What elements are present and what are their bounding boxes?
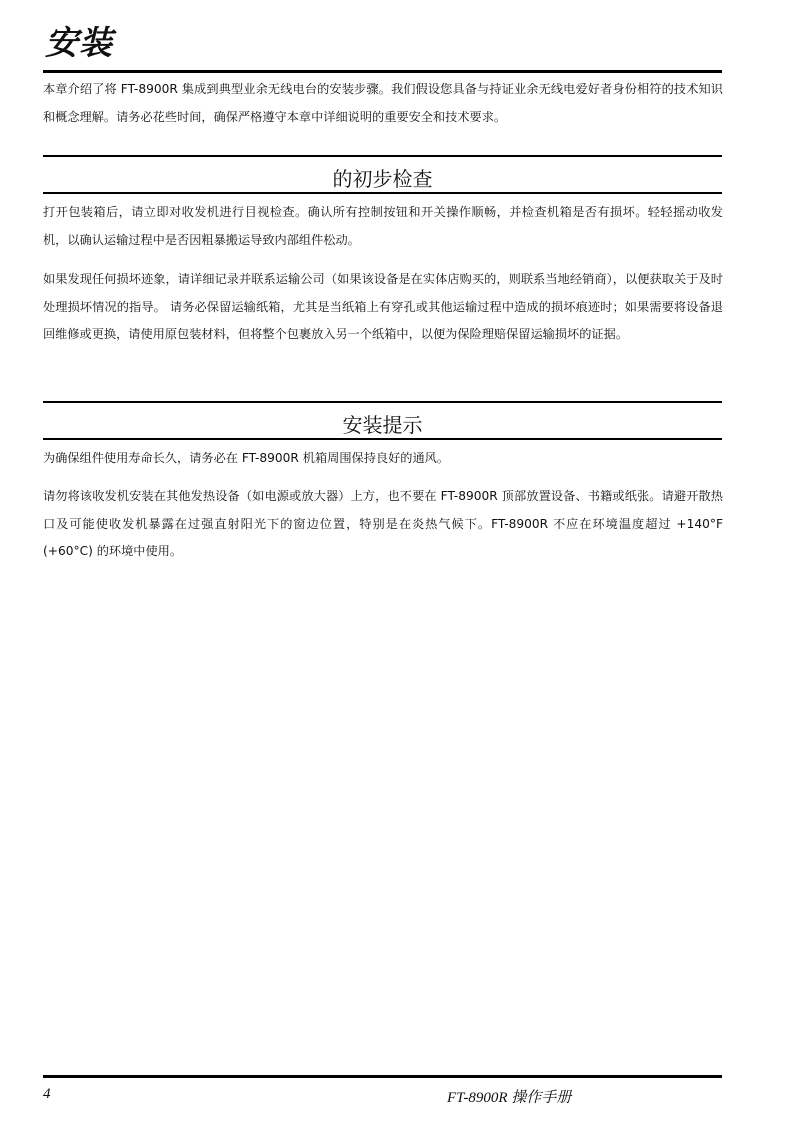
- footer-rule: [43, 1075, 722, 1078]
- section-1-top-rule: [43, 155, 722, 157]
- section-1-paragraph-1: 打开包装箱后，请立即对收发机进行目视检查。确认所有控制按钮和开关操作顺畅，并检查机箱是否有损坏。轻轻摇动收发机，以确认运输过程中是否因粗暴搬运导致内部组件松动。: [43, 205, 723, 247]
- section-2-paragraph-1: 为确保组件使用寿命长久，请务必在 FT-8900R 机箱周围保持良好的通风。: [43, 451, 450, 465]
- section-2-paragraph-2: 请勿将该收发机安装在其他发热设备（如电源或放大器）上方，也不要在 FT-8900R 顶部放置设备、书籍或纸张。请避开散热口及可能使收发机暴露在过强直射阳光下的窗边位置，特别是在炎热气候下。FT-8900R 不应在环境温度超过 +140°F (+60°C) 的环境中使用。: [43, 489, 723, 558]
- chapter-title: 安装: [45, 23, 113, 62]
- section-2-bottom-rule: [43, 438, 722, 440]
- intro-paragraph: 本章介绍了将 FT-8900R 集成到典型业余无线电台的安装步骤。我们假设您具备与持证业余无线电爱好者身份相符的技术知识和概念理解。请务必花些时间，确保严格遵守本章中详细说明的重要安全和技术要求。: [43, 82, 723, 124]
- section-1-title: 的初步检查: [332, 167, 433, 191]
- section-2-title: 安装提示: [342, 413, 423, 437]
- section-1-paragraph-2: 如果发现任何损坏迹象，请详细记录并联系运输公司（如果该设备是在实体店购买的，则联系当地经销商），以便获取关于及时处理损坏情况的指导。 请务必保留运输纸箱，尤其是当纸箱上有穿孔或其他运输过程中造成的损坏痕迹时；如果需要将设备退回维修或更换，请使用原包装材料，但将整个包裹放入另一个纸箱中，以便为保险理赔保留运输损坏的证据。: [43, 272, 723, 341]
- footer-page-number: 4: [43, 1086, 51, 1102]
- section-2-top-rule: [43, 401, 722, 403]
- chapter-title-rule: [43, 70, 722, 73]
- footer-manual-title: FT-8900R 操作手册: [447, 1090, 572, 1106]
- section-1-bottom-rule: [43, 192, 722, 194]
